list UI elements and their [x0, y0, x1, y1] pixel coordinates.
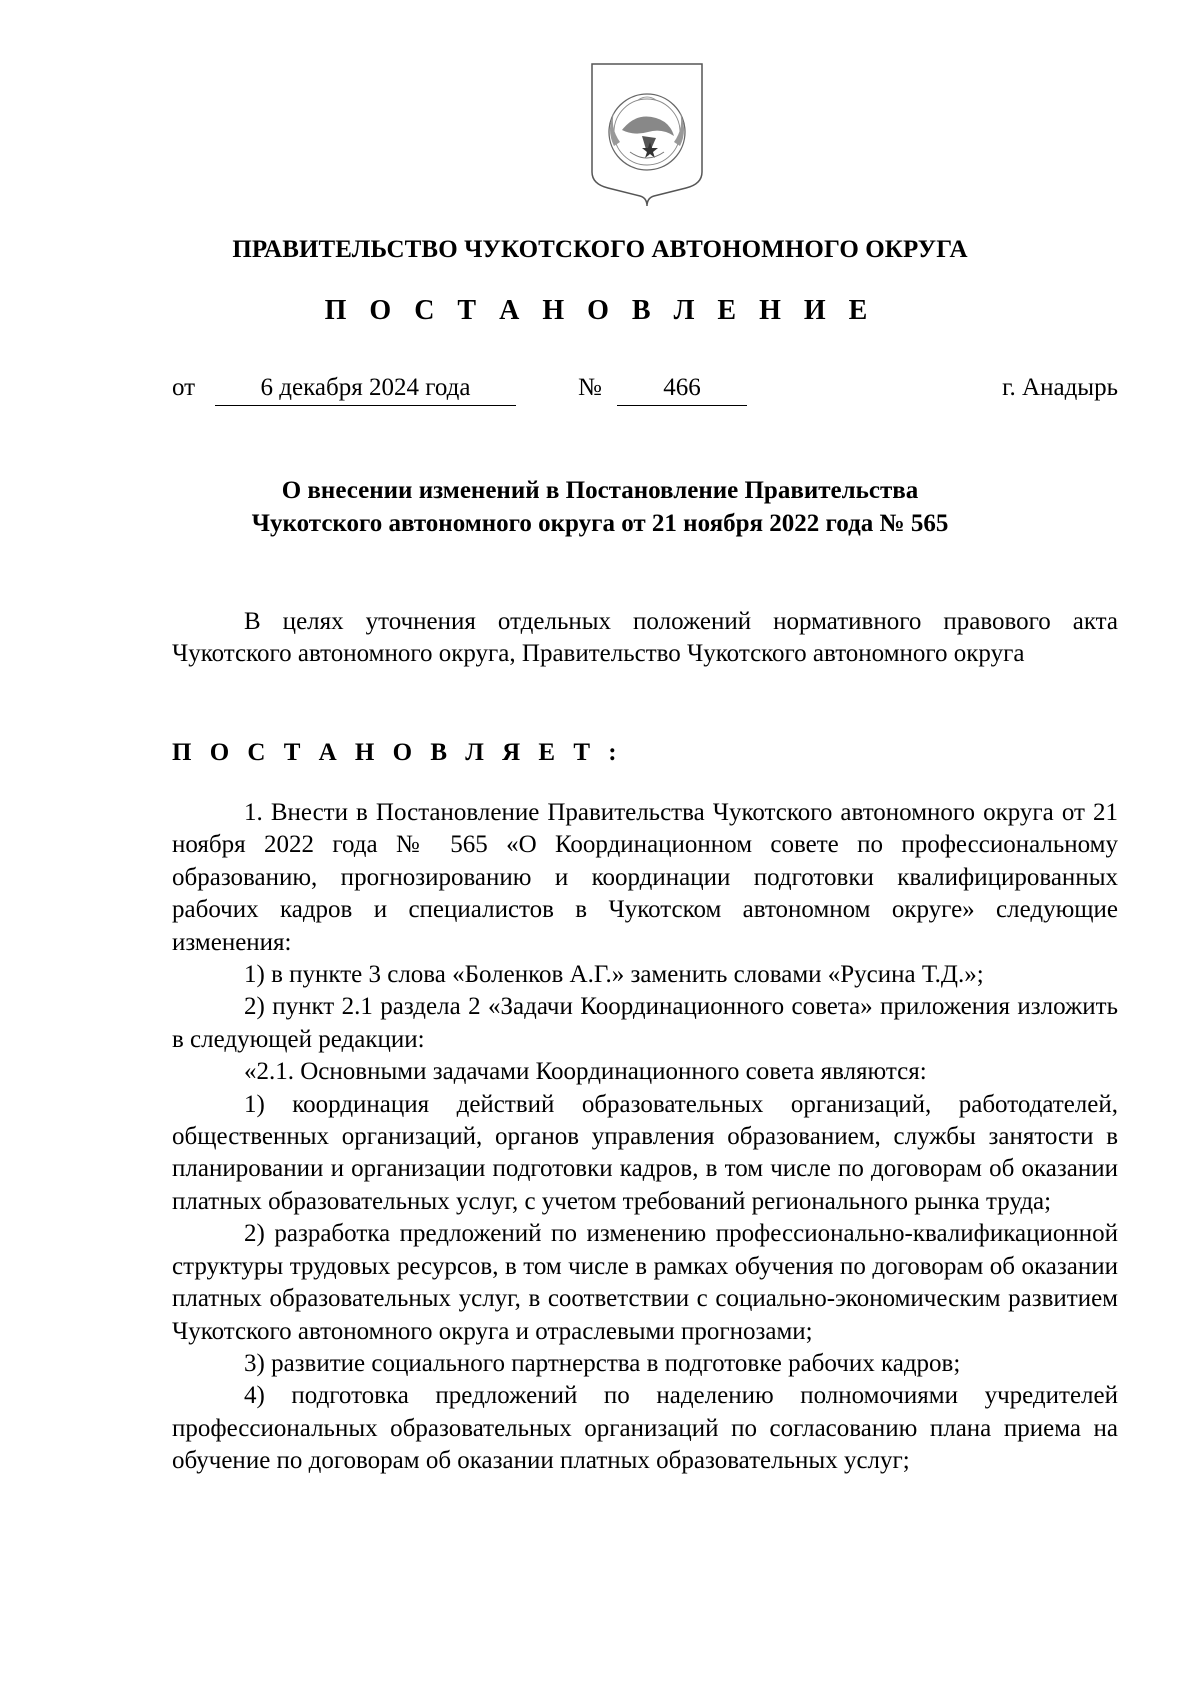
resolution-body [172, 797, 1118, 1478]
date-prefix: от [172, 374, 196, 401]
document-date: 6 декабря 2024 года [215, 374, 516, 406]
body-paragraph: 3) развитие социального партнерства в подготовке рабочих кадров; [244, 1349, 961, 1377]
body-paragraph: 1. Внести в Постановление Правительства Чукотского автономного округа от 21 ноября 2022 года № 565 «О Координационном совете по профессиональному образованию, прогнозированию и координации подготовки квалифицированных рабочих кадров и специалистов в Чукотском автономном округе» следующие изменения: [172, 799, 1118, 956]
subject-line-1: О внесении изменений в Постановление Правительства [281, 477, 919, 504]
body-paragraph: «2.1. Основными задачами Координационного совета являются: [244, 1058, 927, 1086]
subject-line-2: Чукотского автономного округа от 21 ноября 2022 года № 565 [251, 510, 949, 537]
number-prefix: № [578, 374, 602, 401]
chukotka-coat-of-arms-icon [586, 60, 708, 210]
body-paragraph: 1) координация действий образовательных организаций, работодателей, общественных организаций, органов управления образованием, службы занятости в планировании и организации подготовки кадров, в том числе по договорам об оказании платных образовательных услуг, с учетом требований регионального рынка труда; [172, 1090, 1118, 1215]
document-number: 466 [617, 374, 747, 406]
organization-title: ПРАВИТЕЛЬСТВО ЧУКОТСКОГО АВТОНОМНОГО ОКРУГА [232, 236, 968, 263]
resolves-heading: П О С Т А Н О В Л Я Е Т : [172, 739, 623, 766]
preamble-block [172, 606, 1118, 671]
body-paragraph: 2) разработка предложений по изменению профессионально-квалификационной структуры трудовых ресурсов, в том числе в рамках обучения по договорам об оказании платных образовательных услуг, в соответствии с социально-экономическим развитием Чукотского автономного округа и отраслевыми прогнозами; [172, 1220, 1118, 1345]
document-type-heading: П О С Т А Н О В Л Е Н И Е [324, 295, 876, 326]
body-paragraph: 4) подготовка предложений по наделению полномочиями учредителей профессиональных образовательных организаций по согласованию плана приема на обучение по договорам об оказании платных образовательных услуг; [172, 1382, 1118, 1475]
document-meta-row [172, 374, 1118, 414]
body-paragraph: 1) в пункте 3 слова «Боленков А.Г.» заменить словами «Русина Т.Д.»; [244, 961, 984, 989]
document-subject [0, 474, 1200, 540]
body-paragraph: 2) пункт 2.1 раздела 2 «Задачи Координационного совета» приложения изложить в следующей редакции: [172, 993, 1118, 1053]
document-city: г. Анадырь [1002, 374, 1118, 401]
preamble-paragraph: В целях уточнения отдельных положений нормативного правового акта Чукотского автономного округа, Правительство Чукотского автономного округа [172, 608, 1118, 668]
